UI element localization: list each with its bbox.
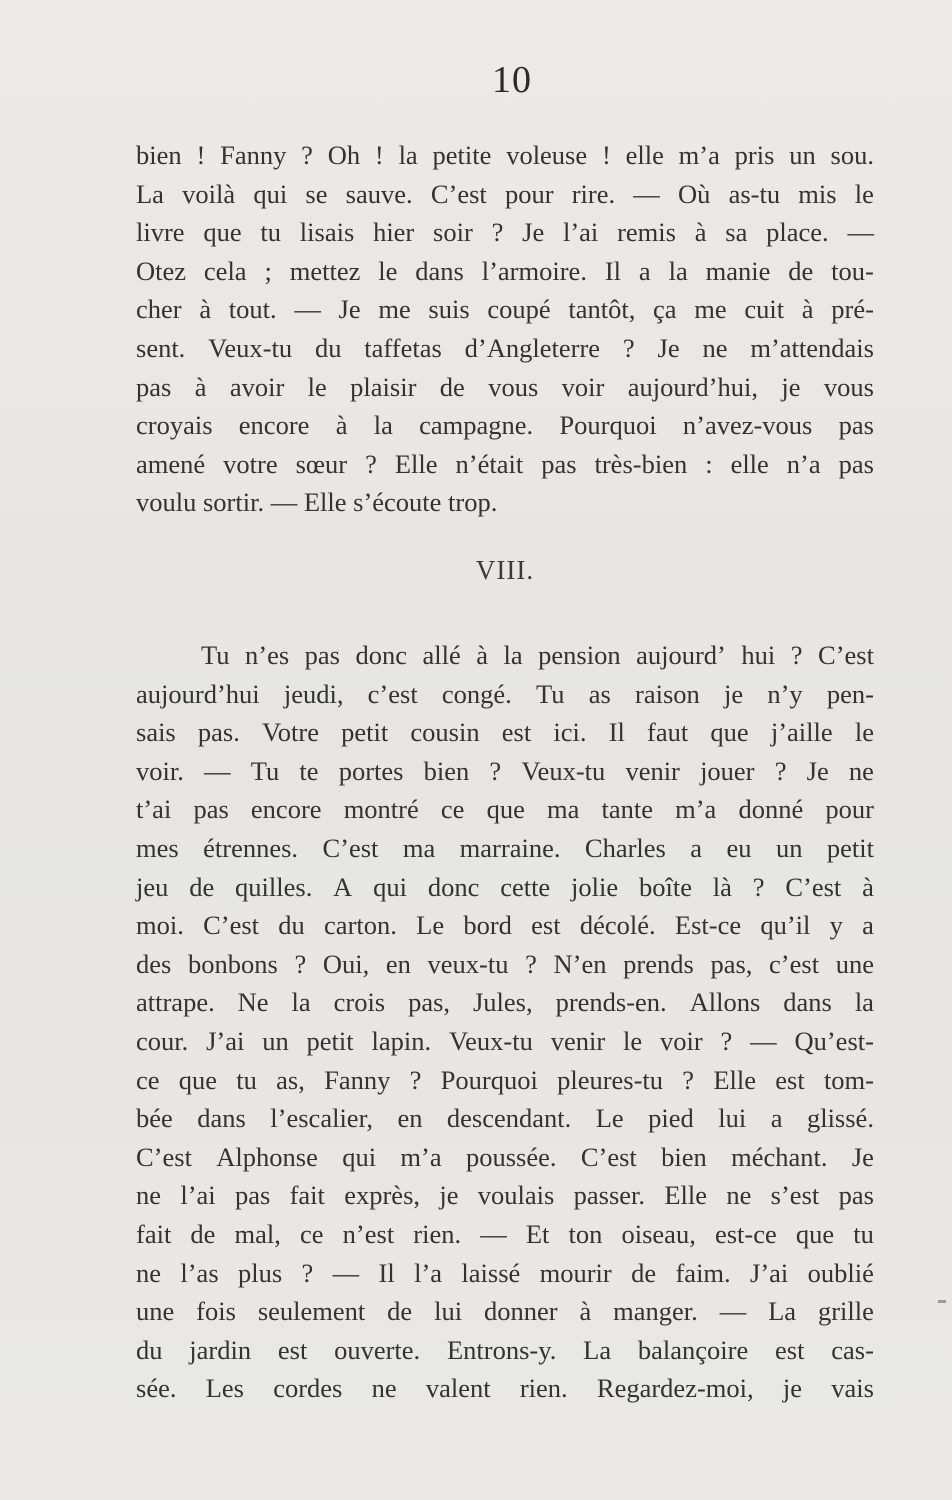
text-line: pas à avoir le plaisir de vous voir aujourd’hui, je vous bbox=[136, 371, 874, 402]
text-line: des bonbons ? Oui, en veux-tu ? N’en prends pas, c’est une bbox=[136, 948, 874, 979]
text-line: moi. C’est du carton. Le bord est décolé. Est-ce qu’il y a bbox=[136, 910, 874, 941]
section-heading: VIII. bbox=[475, 555, 535, 585]
page-number: 10 bbox=[492, 59, 532, 101]
text-line: fait de mal, ce n’est rien. — Et ton oiseau, est-ce que tu bbox=[136, 1218, 874, 1249]
text-line: voulu sortir. — Elle s’écoute trop. bbox=[136, 487, 498, 518]
text-line: cour. J’ai un petit lapin. Veux-tu venir le voir ? — Qu’est- bbox=[136, 1025, 874, 1056]
text-line: croyais encore à la campagne. Pourquoi n’avez-vous pas bbox=[136, 410, 874, 441]
text-line: ne l’as plus ? — Il l’a laissé mourir de faim. J’ai oublié bbox=[136, 1257, 874, 1288]
text-line: sais pas. Votre petit cousin est ici. Il faut que j’aille le bbox=[136, 717, 874, 748]
text-line: du jardin est ouverte. Entrons-y. La balançoire est cas- bbox=[136, 1334, 874, 1365]
paragraph-continuation bbox=[136, 136, 874, 522]
text-line: sent. Veux-tu du taffetas d’Angleterre ? Je ne m’attendais bbox=[136, 332, 874, 363]
text-line: t’ai pas encore montré ce que ma tante m’a donné pour bbox=[136, 794, 874, 825]
text-line: voir. — Tu te portes bien ? Veux-tu venir jouer ? Je ne bbox=[136, 755, 874, 786]
text-line: La voilà qui se sauve. C’est pour rire. — Où as-tu mis le bbox=[136, 178, 874, 209]
text-line: ce que tu as, Fanny ? Pourquoi pleures-tu ? Elle est tom- bbox=[136, 1064, 874, 1095]
text-line: amené votre sœur ? Elle n’était pas très-bien : elle n’a pas bbox=[136, 448, 874, 479]
text-line: livre que tu lisais hier soir ? Je l’ai remis à sa place. — bbox=[136, 217, 874, 248]
text-line: C’est Alphonse qui m’a poussée. C’est bien méchant. Je bbox=[136, 1141, 874, 1172]
text-line: bée dans l’escalier, en descendant. Le pied lui a glissé. bbox=[136, 1103, 874, 1134]
text-line: une fois seulement de lui donner à manger. — La grille bbox=[136, 1296, 874, 1327]
text-line: aujourd’hui jeudi, c’est congé. Tu as raison je n’y pen- bbox=[136, 678, 874, 709]
text-line: bien ! Fanny ? Oh ! la petite voleuse ! elle m’a pris un sou. bbox=[136, 140, 874, 170]
text-line: ne l’ai pas fait exprès, je voulais passer. Elle ne s’est pas bbox=[136, 1180, 874, 1211]
text-line: mes étrennes. C’est ma marraine. Charles a eu un petit bbox=[136, 832, 874, 863]
text-line: Otez cela ; mettez le dans l’armoire. Il a la manie de tou- bbox=[136, 255, 874, 286]
paragraph-section-viii bbox=[136, 636, 874, 1408]
text-line: attrape. Ne la crois pas, Jules, prends-en. Allons dans la bbox=[136, 987, 874, 1018]
text-line: sée. Les cordes ne valent rien. Regardez-moi, je vais bbox=[136, 1373, 874, 1404]
margin-mark bbox=[938, 1300, 946, 1303]
text-line: cher à tout. — Je me suis coupé tantôt, ça me cuit à pré- bbox=[136, 294, 874, 325]
text-line: jeu de quilles. A qui donc cette jolie boîte là ? C’est à bbox=[136, 871, 874, 902]
text-line: Tu n’es pas donc allé à la pension aujourd’ hui ? C’est bbox=[201, 640, 874, 670]
